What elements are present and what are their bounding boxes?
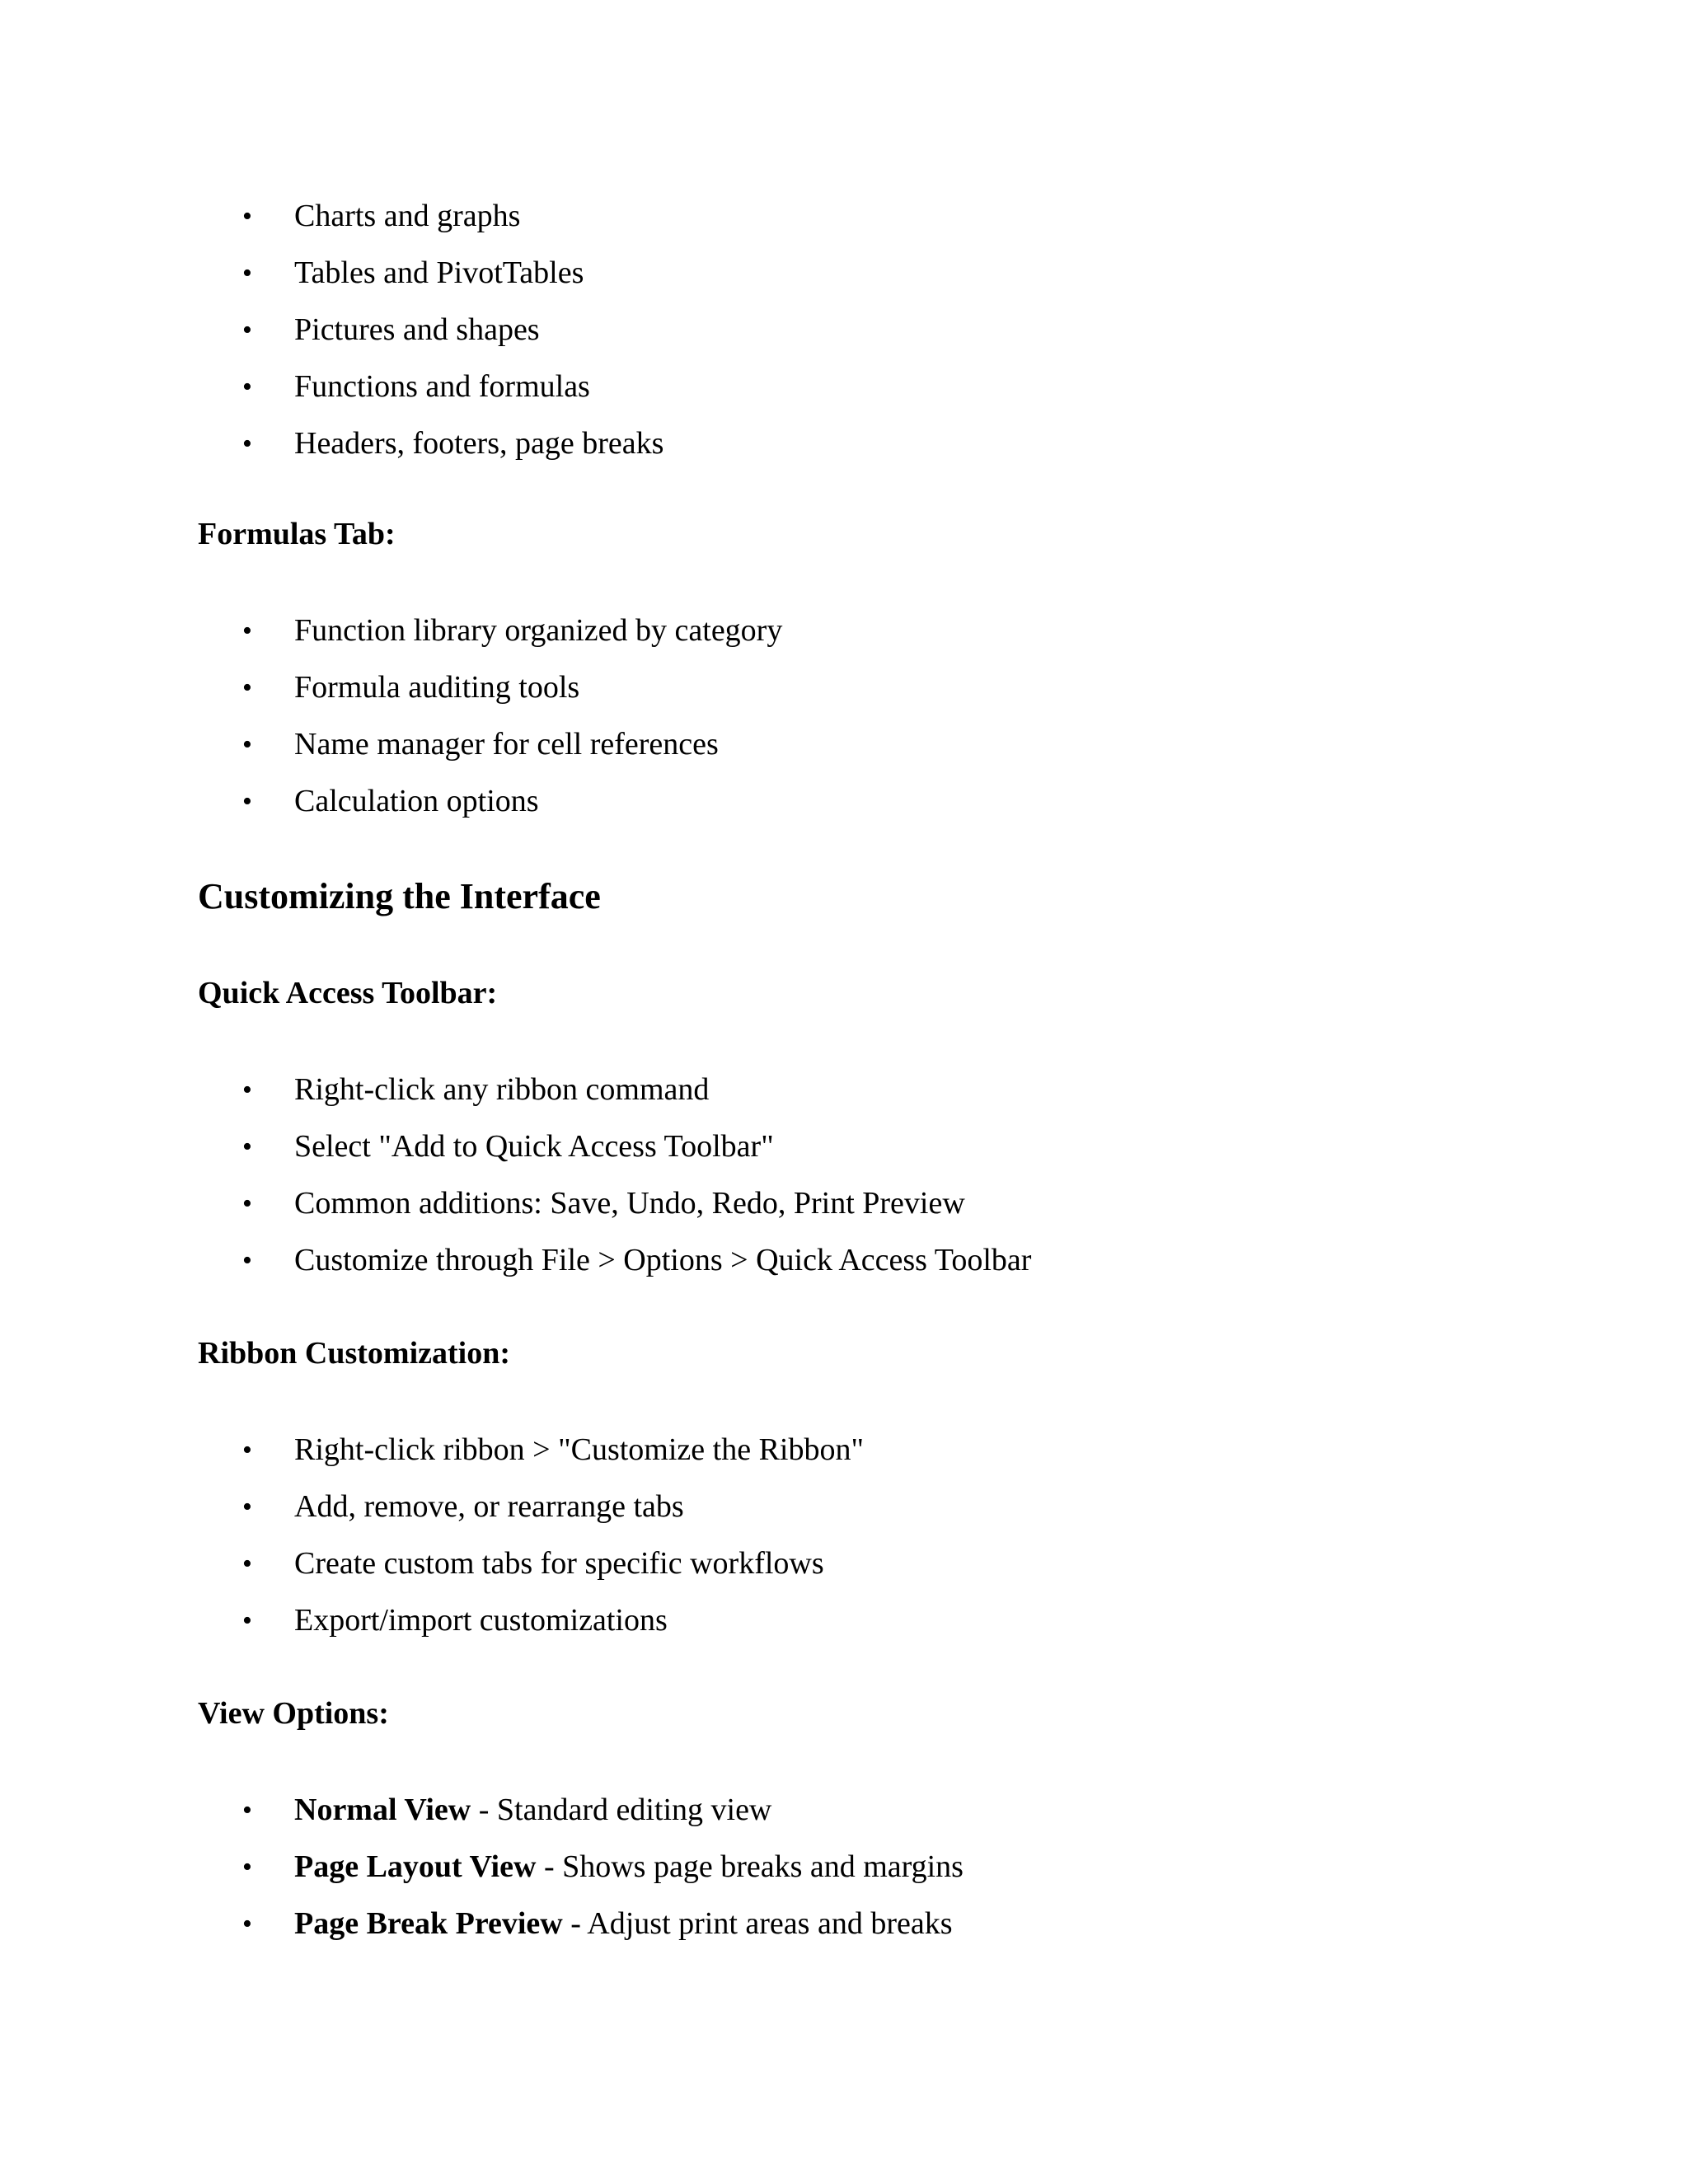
view-description: - Shows page breaks and margins — [536, 1849, 964, 1884]
section-heading: Customizing the Interface — [198, 876, 601, 916]
document-page: • Charts and graphs • Tables and PivotTables • Pictures and shapes • Functions and formulas • Headers, footers, page breaks Formulas Tab: • Function library organized by category • Formula auditing tools • Name manager for cell references • Calculation options Customizing the Interface Quick Access Toolbar: • Right-click any ribbon command • Select "Add to Quick Access Toolbar" • Common additions: Save, Undo, Redo, Print Preview • Customize through File > Options > Quick Access Toolbar Ribbon Customization: • Right-click ribbon > "Customize the Ribbon" • Add, remove, or rearrange tabs • Create custom tabs for specific workflows • Export/import customizations View Options: • Normal View - Standard editing view • Page Layout View - Shows page breaks and margins • Page Break Preview - Adjust print areas and breaks — [0, 0, 1688, 2184]
quick-access-toolbar-heading: Quick Access Toolbar: — [198, 976, 498, 1010]
view-term: Page Layout View — [294, 1849, 537, 1884]
bullet-icon: • — [242, 258, 252, 288]
bullet-icon: • — [242, 786, 252, 817]
view-term: Page Break Preview — [294, 1906, 563, 1941]
bullet-icon: • — [242, 1795, 252, 1825]
bullet-icon: • — [242, 315, 252, 345]
bullet-icon: • — [242, 1435, 252, 1465]
bullet-icon: • — [242, 1075, 252, 1105]
bullet-icon: • — [242, 1132, 252, 1162]
bullet-icon: • — [242, 429, 252, 459]
bullet-icon: • — [242, 1852, 252, 1882]
formulas-tab-heading: Formulas Tab: — [198, 517, 396, 551]
bullet-icon: • — [242, 201, 252, 232]
view-options-heading: View Options: — [198, 1696, 389, 1731]
bullet-icon: • — [242, 616, 252, 646]
bullet-icon: • — [242, 1492, 252, 1522]
bullet-icon: • — [242, 673, 252, 703]
bullet-icon: • — [242, 1245, 252, 1276]
bullet-icon: • — [242, 1549, 252, 1579]
view-description: - Standard editing view — [471, 1793, 772, 1827]
ribbon-customization-heading: Ribbon Customization: — [198, 1336, 510, 1371]
view-description: - Adjust print areas and breaks — [562, 1906, 953, 1941]
bullet-icon: • — [242, 729, 252, 760]
bullet-icon: • — [242, 372, 252, 402]
view-term: Normal View — [294, 1793, 471, 1827]
bullet-icon: • — [242, 1605, 252, 1636]
bullet-icon: • — [242, 1909, 252, 1939]
bullet-icon: • — [242, 1188, 252, 1219]
